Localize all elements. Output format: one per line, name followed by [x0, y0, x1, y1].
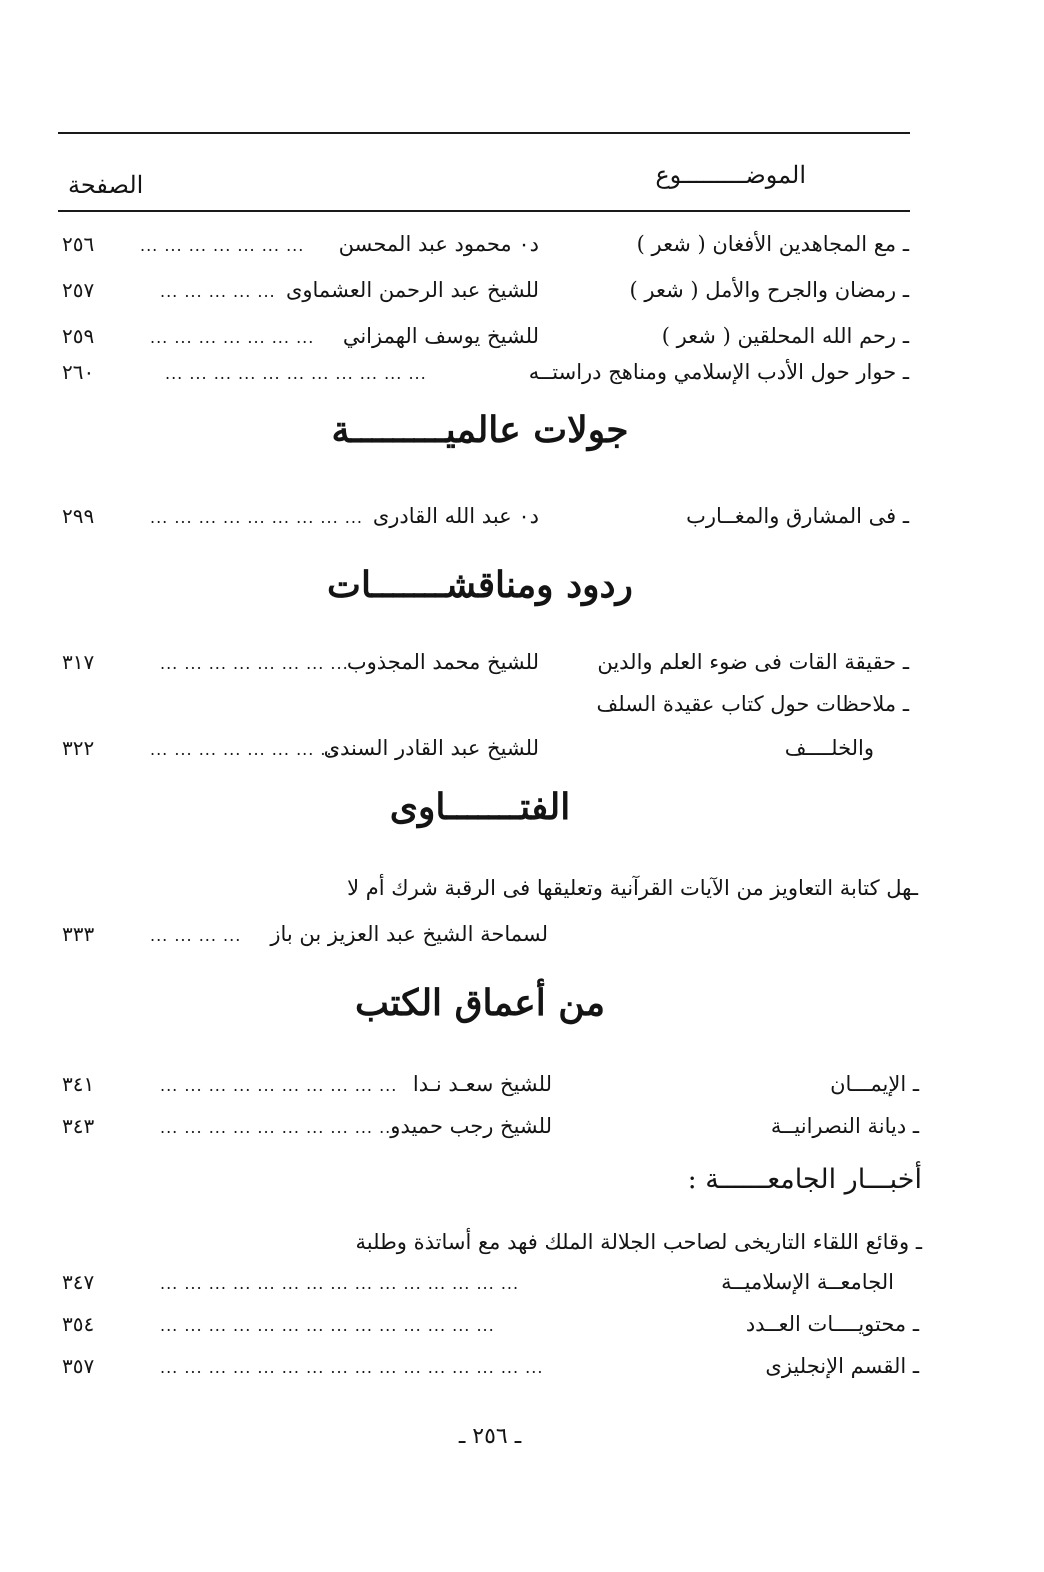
toc-entry [0, 1064, 1044, 1104]
entry-page-number: ٢٩٩ [62, 504, 95, 528]
entry-leader-dots: ... ... ... ... ... [160, 282, 276, 301]
toc-entry [0, 728, 1044, 768]
entry-leader-dots: ... ... ... ... ... ... ... ... ... ... ... ... ... ... ... ... [160, 1358, 544, 1377]
entry-leader-dots: ... ... ... ... ... ... ... ... ... ... [160, 1118, 398, 1137]
entry-page-number: ٢٥٩ [62, 324, 95, 348]
entry-title: ـهل كتابة التعاويز من الآيات القرآنية وتعليقها فى الرقبة شرك أم لا [347, 876, 918, 900]
entry-page-number: ٢٦٠ [62, 360, 95, 384]
entry-author: للشيخ محمد المجذوب [346, 650, 539, 674]
entry-page-number: ٣٢٢ [62, 736, 95, 760]
entry-leader-dots: ... ... ... ... [150, 926, 242, 945]
entry-title: ـ ملاحظات حول كتاب عقيدة السلف [596, 692, 909, 716]
entry-title: ـ ديانة النصرانيــة [770, 1114, 919, 1138]
toc-entry [0, 1304, 1044, 1344]
top-rule [58, 132, 910, 134]
entry-leader-dots: ... ... ... ... ... ... ... ... ... ... [160, 1076, 398, 1095]
entry-page-number: ٢٥٧ [62, 278, 95, 302]
entry-leader-dots: ... ... ... ... ... ... ... ... ... [150, 508, 364, 527]
entry-title: ـ حقيقة القات فى ضوء العلم والدين [597, 650, 909, 674]
entry-page-number: ٣٤١ [62, 1072, 95, 1096]
entry-page-number: ٣٥٤ [62, 1312, 95, 1336]
entry-title: ـ رمضان والجرح والأمل ( شعر ) [629, 278, 909, 302]
entry-author: للشيخ سعـد نـدا [412, 1072, 552, 1096]
entry-author: للشيخ رجب حميدو [390, 1114, 552, 1138]
page-number-footer: ـ ٢٥٦ ـ [458, 1424, 522, 1449]
entry-author: للشيخ عبد القادر السندى [323, 736, 539, 760]
toc-entry [0, 224, 1044, 264]
entry-page-number: ٣٣٣ [62, 922, 95, 946]
entry-leader-dots: ... ... ... ... ... ... ... [140, 236, 305, 255]
section-heading-books: من أعماق الكتب [354, 982, 605, 1024]
entry-leader-dots: ... ... ... ... ... ... ... ... ... ... ... [165, 364, 427, 383]
toc-entry [0, 914, 1044, 954]
toc-entry [0, 642, 1044, 682]
entry-title: ـ محتويــــات العــدد [745, 1312, 919, 1336]
entry-title: ـ فى المشارق والمغــارب [686, 504, 909, 528]
entry-leader-dots: ... ... ... ... ... ... ... ... ... ... ... ... ... ... ... [160, 1274, 520, 1293]
entry-page-number: ٣٤٣ [62, 1114, 95, 1138]
entry-title: والخلــــف [784, 736, 874, 760]
toc-entry [0, 1346, 1044, 1386]
toc-entry [0, 1222, 1044, 1262]
entry-author: د٠ عبد الله القادرى [372, 504, 539, 528]
entry-author: للشيخ عبد الرحمن العشماوى [285, 278, 539, 302]
toc-entry [0, 1106, 1044, 1146]
entry-title: الجامعــة الإسلاميــة [721, 1270, 894, 1294]
topic-column-header: الموضـــــــــوع [655, 161, 806, 189]
entry-title: ـ رحم الله المحلقين ( شعر ) [661, 324, 909, 348]
entry-page-number: ٣٥٧ [62, 1354, 95, 1378]
toc-entry [0, 684, 1044, 724]
entry-author: د٠ محمود عبد المحسن [338, 232, 539, 256]
header-rule [58, 210, 910, 212]
section-heading-replies: ردود ومناقشـــــــات [327, 564, 633, 606]
entry-title: ـ القسم الإنجليزى [765, 1354, 919, 1378]
toc-entry [0, 868, 1044, 908]
entry-author: لسماحة الشيخ عبد العزيز بن باز [270, 922, 548, 946]
entry-leader-dots: ... ... ... ... ... ... ... ... ... ... ... ... ... ... [160, 1316, 495, 1335]
entry-title: ـ الإيمـــان [830, 1072, 919, 1096]
entry-author: للشيخ يوسف الهمزاني [342, 324, 539, 348]
toc-entry [0, 270, 1044, 310]
entry-title: ـ حوار حول الأدب الإسلامي ومناهج دراستــه [528, 360, 909, 384]
section-heading-world-tours: جولات عالميـــــــــة [331, 409, 629, 451]
section-heading-university-news: أخبـــار الجامعــــــة : [687, 1164, 922, 1195]
entry-title: ـ وقائع اللقاء التاريخى لصاحب الجلالة الملك فهد مع أساتذة وطلبة [355, 1230, 922, 1254]
page-column-header: الصفحة [68, 171, 144, 199]
entry-page-number: ٢٥٦ [62, 232, 95, 256]
entry-page-number: ٣١٧ [62, 650, 95, 674]
toc-entry [0, 316, 1044, 356]
toc-entry [0, 1262, 1044, 1302]
entry-leader-dots: ... ... ... ... ... ... ... [150, 328, 315, 347]
entry-title: ـ مع المجاهدين الأفغان ( شعر ) [636, 232, 909, 256]
section-heading-fatwas: الفتـــــــاوى [389, 786, 571, 828]
entry-leader-dots: ... ... ... ... ... ... ... ... [150, 740, 339, 759]
entry-leader-dots: ... ... ... ... ... ... ... ... [160, 654, 349, 673]
toc-entry [0, 496, 1044, 536]
toc-entry [0, 352, 1044, 392]
entry-page-number: ٣٤٧ [62, 1270, 95, 1294]
